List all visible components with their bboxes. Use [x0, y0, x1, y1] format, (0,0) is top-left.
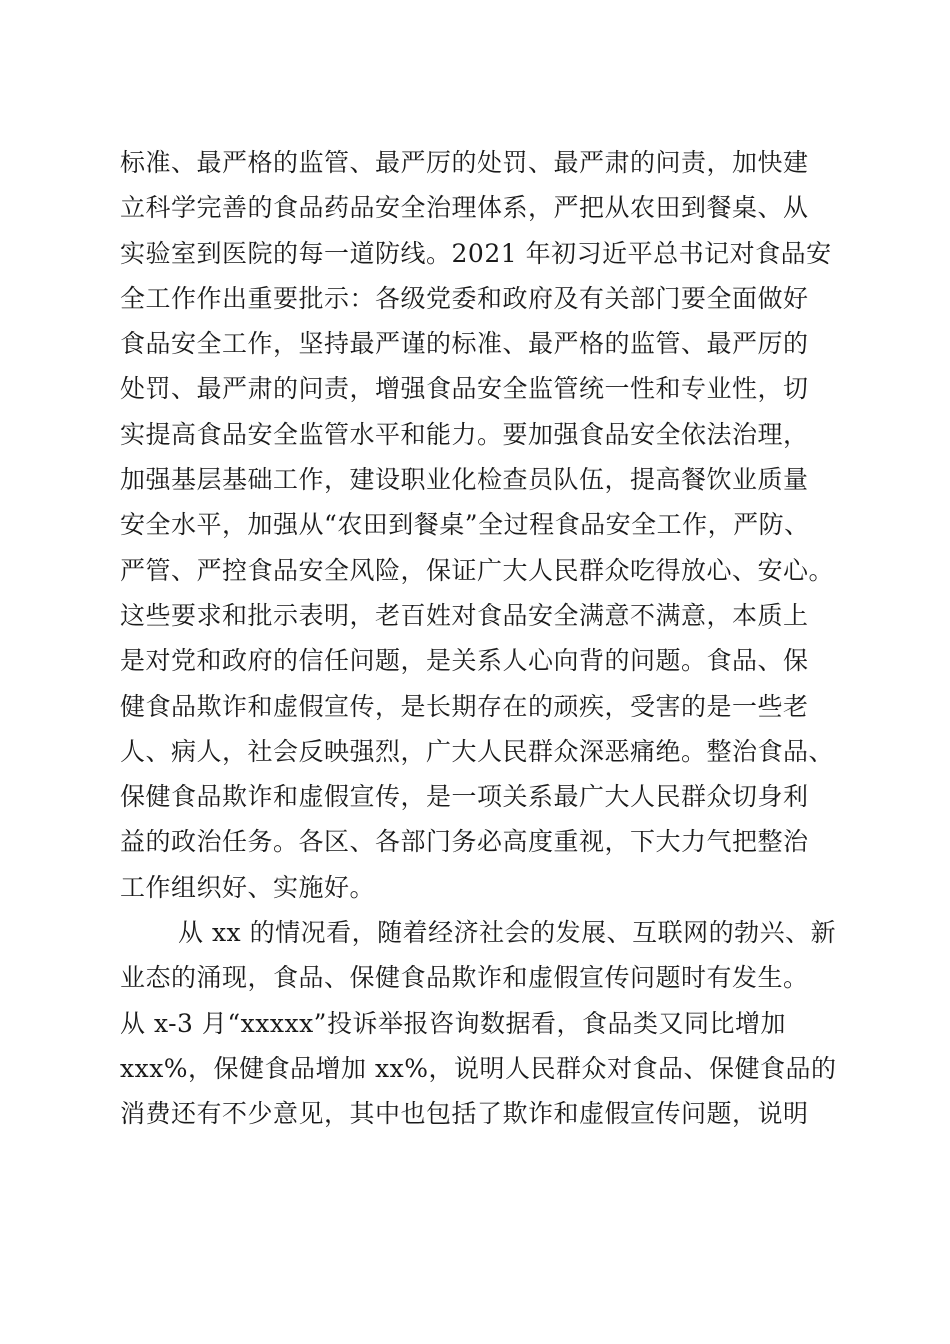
text-line: 工作组织好、实施好。 — [120, 872, 376, 902]
text-line: 标准、最严格的监管、最严厉的处罚、最严肃的问责，加快建 — [120, 148, 809, 177]
text-line: 全工作作出重要批示：各级党委和政府及有关部门要全面做好 — [120, 283, 809, 313]
paragraph-2 — [120, 910, 840, 1136]
text-line: 从 xx 的情况看，随着经济社会的发展、互联网的勃兴、新 — [178, 918, 837, 948]
text-line: 是对党和政府的信任问题，是关系人心向背的问题。食品、保 — [120, 646, 809, 676]
paragraph-1 — [120, 140, 840, 910]
text-line: 人、病人，社会反映强烈，广大人民群众深恶痛绝。整治食品、 — [120, 736, 835, 766]
text-line: 加强基层基础工作，建设职业化检查员队伍，提高餐饮业质量 — [120, 465, 809, 495]
text-line: 益的政治任务。各区、各部门务必高度重视，下大力气把整治 — [120, 827, 809, 857]
text-line: 食品安全工作，坚持最严谨的标准、最严格的监管、最严厉的 — [120, 329, 809, 359]
text-line: 安全水平，加强从“农田到餐桌”全过程食品安全工作，严防、 — [120, 510, 810, 540]
text-line: xxx%，保健食品增加 xx%，说明人民群众对食品、保健食品的 — [120, 1053, 837, 1083]
text-line: 从 x-3 月“xxxxx”投诉举报咨询数据看，食品类又同比增加 — [120, 1008, 786, 1038]
text-line: 处罚、最严肃的问责，增强食品安全监管统一性和专业性，切 — [120, 374, 809, 404]
text-line: 立科学完善的食品药品安全治理体系，严把从农田到餐桌、从 — [120, 193, 809, 223]
text-line: 业态的涌现，食品、保健食品欺诈和虚假宣传问题时有发生。 — [120, 963, 809, 993]
text-line: 消费还有不少意见，其中也包括了欺诈和虚假宣传问题，说明 — [120, 1099, 809, 1129]
text-line: 实验室到医院的每一道防线。2021 年初习近平总书记对食品安 — [120, 238, 832, 268]
body-text — [120, 140, 840, 1137]
text-line: 实提高食品安全监管水平和能力。要加强食品安全依法治理， — [120, 419, 809, 449]
text-line: 保健食品欺诈和虚假宣传，是一项关系最广大人民群众切身利 — [120, 782, 809, 812]
text-line: 严管、严控食品安全风险，保证广大人民群众吃得放心、安心。 — [120, 555, 835, 585]
text-line: 健食品欺诈和虚假宣传，是长期存在的顽疾，受害的是一些老 — [120, 691, 809, 721]
text-line: 这些要求和批示表明，老百姓对食品安全满意不满意，本质上 — [120, 600, 809, 630]
